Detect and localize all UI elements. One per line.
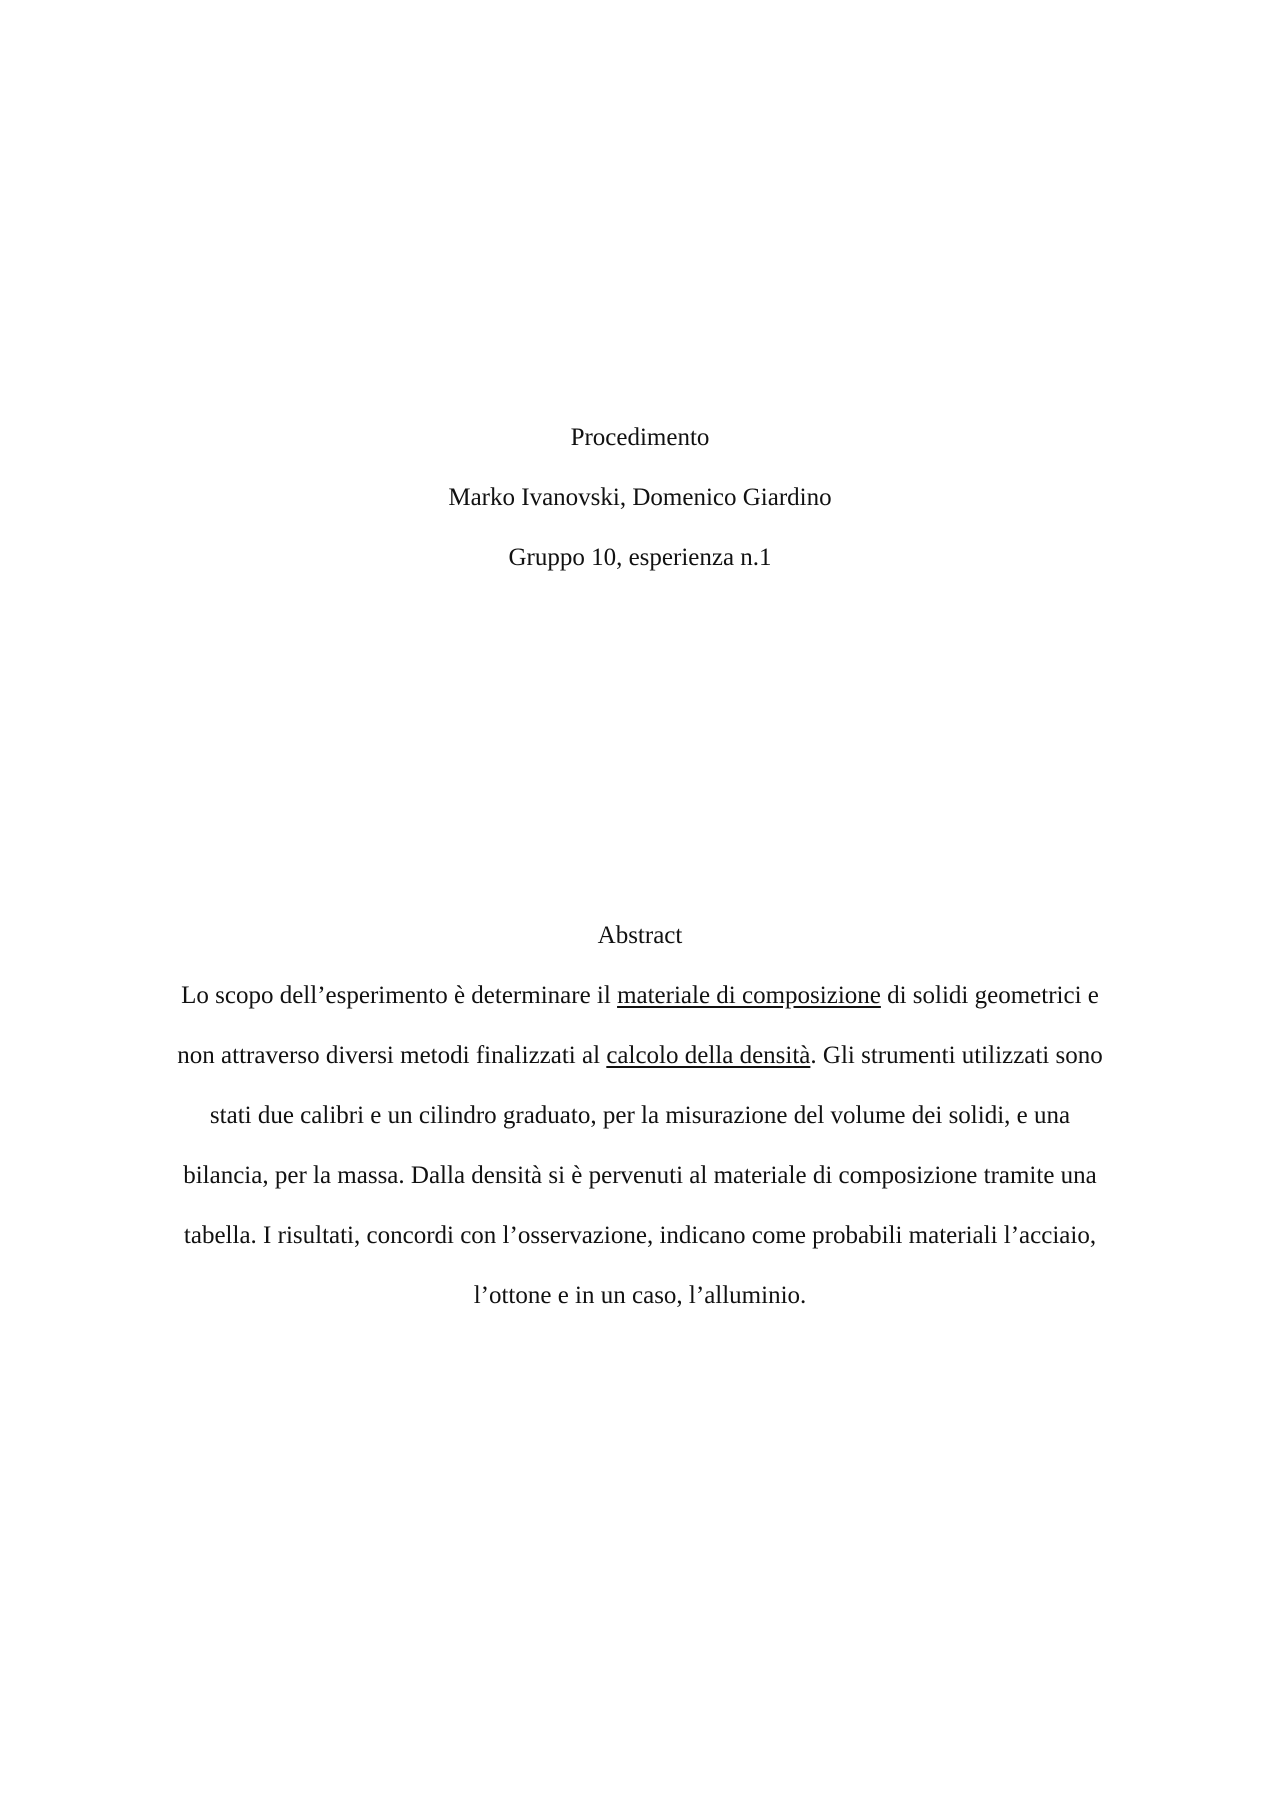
abstract-line-1 — [150, 966, 1130, 1026]
document-title: Procedimento — [570, 424, 710, 451]
document-group: Gruppo 10, esperienza n.1 — [508, 544, 772, 571]
abstract-heading: Abstract — [597, 922, 683, 949]
abstract-text: tabella. I risultati, concordi con l’osservazione, indicano come probabili materiali l’acciaio, — [183, 1222, 1097, 1249]
abstract-text: l’ottone e in un caso, l’alluminio. — [473, 1282, 807, 1309]
abstract-text: di solidi geometrici e — [880, 982, 1099, 1009]
abstract-line-5 — [150, 1206, 1130, 1266]
abstract-line-4 — [150, 1146, 1130, 1206]
document-authors: Marko Ivanovski, Domenico Giardino — [448, 484, 832, 511]
abstract-body — [150, 966, 1130, 1326]
underlined-text: calcolo della densità — [606, 1042, 811, 1069]
title-block — [0, 408, 1280, 588]
underlined-text: materiale di composizione — [617, 982, 881, 1009]
abstract-line-3 — [150, 1086, 1130, 1146]
abstract-text: bilancia, per la massa. Dalla densità si è pervenuti al materiale di composizione tramite una — [183, 1162, 1097, 1189]
abstract-text: non attraverso diversi metodi finalizzati al — [177, 1042, 607, 1069]
abstract-text: . Gli strumenti utilizzati sono — [810, 1042, 1103, 1069]
abstract-line-2 — [150, 1026, 1130, 1086]
abstract-text: stati due calibri e un cilindro graduato, per la misurazione del volume dei solidi, e una — [209, 1102, 1071, 1129]
abstract-line-6 — [150, 1266, 1130, 1326]
abstract-text: Lo scopo dell’esperimento è determinare il — [181, 982, 618, 1009]
